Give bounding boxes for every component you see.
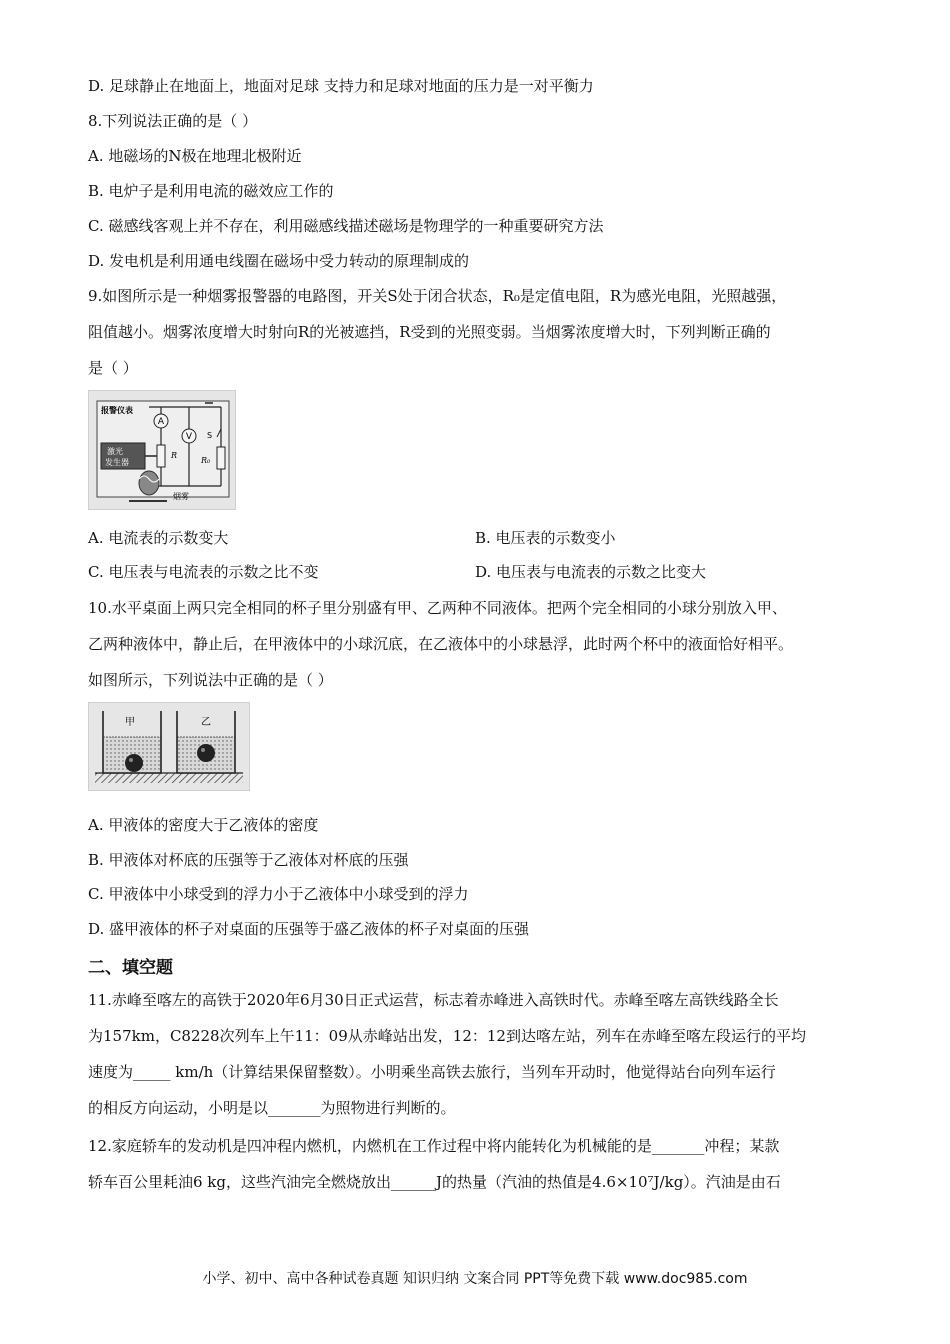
voltmeter-label: V — [185, 432, 193, 442]
q9-stem-line-3: 是（ ） — [88, 359, 138, 377]
q8-option-a: A. 地磁场的N极在地理北极附近 — [88, 147, 302, 165]
cup-b-label: 乙 — [201, 717, 211, 728]
alarm-label: 报警仪表 — [101, 406, 133, 415]
q8-option-d: D. 发电机是利用通电线圈在磁场中受力转动的原理制成的 — [88, 252, 470, 270]
q11-line-4: 的相反方向运动，小明是以_______为照物进行判断的。 — [88, 1099, 456, 1117]
q9-option-d: D. 电压表与电流表的示数之比变大 — [475, 563, 707, 581]
q12-line-2: 轿车百公里耗油6 kg，这些汽油完全燃烧放出______J的热量（汽油的热值是4.6×10⁷J/kg）。汽油是由石 — [88, 1173, 781, 1191]
cups-diagram — [89, 703, 249, 790]
resistor-r-label: R — [171, 451, 178, 460]
smoke-alarm-circuit-figure — [88, 390, 236, 510]
switch-label: S — [207, 431, 213, 440]
ammeter-label: A — [157, 417, 165, 427]
q8-stem: 8.下列说法正确的是（ ） — [88, 112, 258, 130]
q10-option-d: D. 盛甲液体的杯子对桌面的压强等于盛乙液体的杯子对桌面的压强 — [88, 920, 530, 938]
q8-option-c: C. 磁感线客观上并不存在，利用磁感线描述磁场是物理学的一种重要研究方法 — [88, 217, 604, 235]
two-cups-figure — [88, 702, 250, 791]
q9-stem-line-2: 阻值越小。烟雾浓度增大时射向R的光被遮挡，R受到的光照变弱。当烟雾浓度增大时，下列判断正确的 — [88, 323, 771, 341]
q11-line-2: 为157km，C8228次列车上午11：09从赤峰站出发，12：12到达喀左站，列车在赤峰至喀左段运行的平均 — [88, 1027, 806, 1045]
resistor-r0-label: R₀ — [201, 456, 211, 465]
q11-line-1: 11.赤峰至喀左的高铁于2020年6月30日正式运营，标志着赤峰进入高铁时代。赤峰至喀左高铁线路全长 — [88, 991, 779, 1009]
section-title-fill-in: 二、填空题 — [88, 958, 173, 978]
cup-a-label: 甲 — [125, 717, 135, 728]
q10-stem-line-1: 10.水平桌面上两只完全相同的杯子里分别盛有甲、乙两种不同液体。把两个完全相同的小球分别放入甲、 — [88, 599, 787, 617]
q10-option-a: A. 甲液体的密度大于乙液体的密度 — [88, 816, 319, 834]
circuit-diagram — [89, 391, 235, 509]
q10-stem-line-3: 如图所示，下列说法中正确的是（ ） — [88, 671, 333, 689]
q10-option-c: C. 甲液体中小球受到的浮力小于乙液体中小球受到的浮力 — [88, 885, 469, 903]
q7-option-d: D. 足球静止在地面上，地面对足球 支持力和足球对地面的压力是一对平衡力 — [88, 77, 594, 95]
q11-line-3: 速度为_____ km/h（计算结果保留整数）。小明乘坐高铁去旅行，当列车开动时，他觉得站台向列车运行 — [88, 1063, 776, 1081]
q9-option-c: C. 电压表与电流表的示数之比不变 — [88, 563, 319, 581]
q12-line-1: 12.家庭轿车的发动机是四冲程内燃机，内燃机在工作过程中将内能转化为机械能的是_______冲程；某款 — [88, 1137, 780, 1155]
q9-option-b: B. 电压表的示数变小 — [475, 529, 616, 547]
q10-stem-line-2: 乙两种液体中，静止后，在甲液体中的小球沉底，在乙液体中的小球悬浮，此时两个杯中的液面恰好相平。 — [88, 635, 794, 653]
q9-option-a: A. 电流表的示数变大 — [88, 529, 229, 547]
smoke-label: 烟雾 — [173, 492, 189, 501]
q8-option-b: B. 电炉子是利用电流的磁效应工作的 — [88, 182, 334, 200]
q10-option-b: B. 甲液体对杯底的压强等于乙液体对杯底的压强 — [88, 851, 409, 869]
page-footer: 小学、初中、高中各种试卷真题 知识归纳 文案合同 PPT等免费下载 www.doc985.com — [202, 1271, 748, 1287]
q9-stem-line-1: 9.如图所示是一种烟雾报警器的电路图，开关S处于闭合状态，R₀是定值电阻，R为感光电阻，光照越强， — [88, 287, 787, 305]
laser-label-line2: 发生器 — [105, 458, 129, 467]
laser-label-line1: 激光 — [107, 447, 123, 456]
